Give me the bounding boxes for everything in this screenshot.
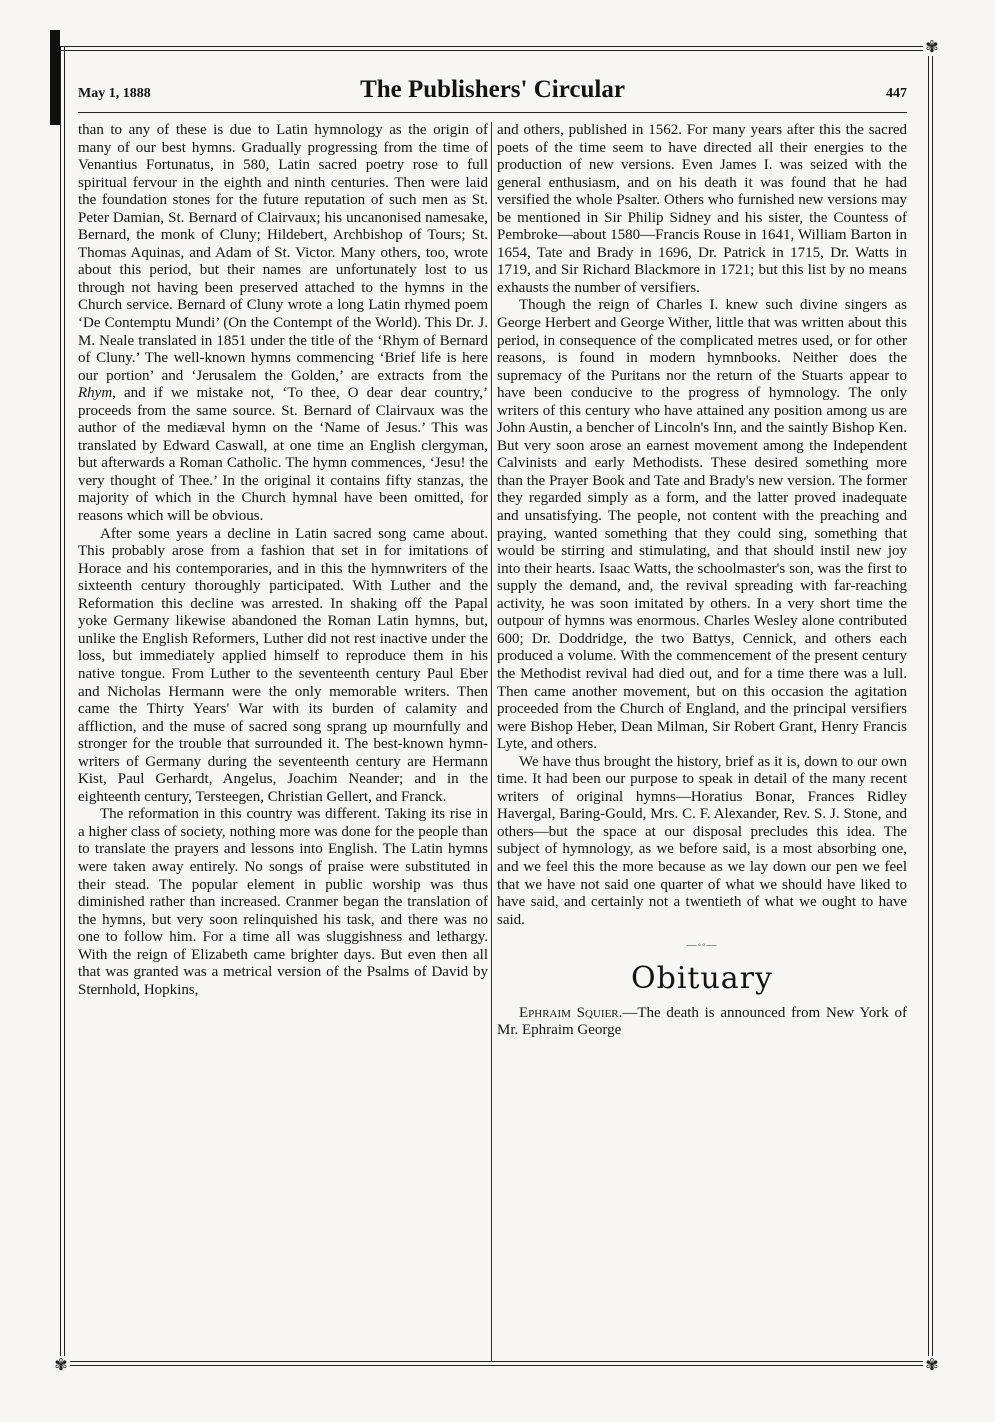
page-border-bottom — [60, 1361, 933, 1366]
paragraph: than to any of these is due to Latin hymnology as the origin of many of our best hymns. Gradually progressing from the time of Venantius Fortunatus, in 580, Latin sacred poetry rose to full spiritual fervour in the eighth and ninth centuries. Then were laid the foundation stones for the future reputation of such men as St. Peter Damian, St. Bernard of Clairvaux; his uncanonised namesake, Bernard, the monk of Cluny; Hildebert, Archbishop of Tours; St. Thomas Aquinas, and Adam of St. Victor. Many others, too, wrote about this period, but their names are unfortunately lost to us through not having been preserved attached to the hymns in the Church service. Bernard of Cluny wrote a long Latin rhymed poem ‘De Contemptu Mundi’ (On the Contempt of the World). This Dr. J. M. Neale translated in 1851 under the title of the ‘Rhym of Bernard of Cluny.’ The well-known hymns commencing ‘Brief life is here our portion’ and ‘Jerusalem the Golden,’ are extracts from the Rhym, and if we mistake not, ‘To thee, O dear dear country,’ proceeds from the same source. St. Bernard of Clairvaux was the author of the mediæval hymn on the ‘Name of Jesus.’ This was translated by Edward Caswall, at one time an English clergyman, but afterwards a Roman Catholic. The hymn commences, ‘Jesu! the very thought of Thee.’ In the original it contains fifty stanzas, the majority of which in the Church hymnal have been omitted, for reasons which will be obvious. — [78, 122, 488, 525]
binding-spine — [50, 30, 60, 125]
paragraph: After some years a decline in Latin sacred song came about. This probably arose from a fashion that set in for imitations of Horace and his contemporaries, and in this the hymnwriters of the sixteenth century thoroughly participated. With Luther and the Reformation this decline was arrested. In shaking off the Papal yoke Germany likewise abandoned the Roman Latin hymns, but, unlike the English Reformers, Luther did not rest inactive under the loss, but immediately applied himself to reproduce them in his native tongue. From Luther to the seventeenth century Paul Eber and Nicholas Hermann were the only memorable writers. Then came the Thirty Years' War with its burden of calamity and affliction, and the muse of sacred song sprang up mournfully and stronger for the trouble that surrounded it. The best-known hymn-writers of Germany during the seventeenth century are Hermann Kist, Paul Gerhardt, Angelus, Joachim Neander; and in the eighteenth century, Tersteegen, Christian Gellert, and Franck. — [78, 525, 488, 805]
paragraph: The reformation in this country was different. Taking its rise in a higher class of society, nothing more was done for the people than to translate the prayers and lessons into English. The Latin hymns were taken away entirely. No songs of praise were substituted in their stead. The popular element in public worship was thus diminished rather than increased. Cranmer began the translation of the hymns, but very soon relinquished his task, and there was no one to follow him. For a time all was sluggishness and lethargy. With the reign of Elizabeth came brighter days. But even then all that was granted was a metrical version of the Psalms of David by Sternhold, Hopkins, — [78, 806, 488, 998]
running-header — [78, 76, 907, 113]
corner-ornament-icon: ✾ — [923, 38, 941, 56]
obituary-name: Ephraim Squier. — [519, 1004, 623, 1021]
right-column — [497, 122, 907, 1040]
page-border-left — [60, 46, 65, 1366]
italic-title: Rhym — [78, 385, 113, 402]
publication-title: The Publishers' Circular — [360, 76, 625, 103]
obituary-heading: Obituary — [631, 960, 773, 996]
section-divider: —◦◦— — [686, 940, 718, 952]
page-border-top — [60, 46, 933, 51]
column-divider — [491, 122, 492, 1362]
obituary-entry: Ephraim Squier.—The death is announced from New York of Mr. Ephraim George — [497, 1004, 907, 1039]
corner-ornament-icon: ✾ — [923, 1356, 941, 1374]
paragraph: We have thus brought the history, brief as it is, down to our own time. It had been our purpose to speak in detail of the many recent writers of original hymns—Horatius Bonar, Frances Ridley Havergal, Baring-Gould, Mrs. C. F. Alexander, Rev. S. J. Stone, and others—but the space at our disposal precludes this idea. The subject of hymnology, as we before said, is a most absorbing one, and we feel this the more because as we lay down our pen we feel that we have not said one quarter of what we should have liked to have said, and certainly not a twentieth of what we ought to have said. — [497, 753, 907, 928]
paragraph: and others, published in 1562. For many years after this the sacred poets of the time seem to have directed all their energies to the production of new versions. Even James I. was seized with the general enthusiasm, and on his death it was found that he had versified the whole Psalter. Others who furnished new versions may be mentioned in Sir Philip Sidney and his sister, the Countess of Pembroke—about 1580—Francis Rouse in 1641, William Barton in 1654, Tate and Brady in 1696, Dr. Patrick in 1715, Dr. Watts in 1719, and Sir Richard Blackmore in 1721; but this list by no means exhausts the number of versifiers. — [497, 122, 907, 296]
paragraph: Though the reign of Charles I. knew such divine singers as George Herbert and George Wither, little that was written about this period, in consequence of the complicated metres used, or for other reasons, is found in modern hymnbooks. Neither does the supremacy of the Puritans nor the return of the Stuarts appear to have been conducive to the progress of hymnology. The only writers of this century who have attained any position among us are John Austin, a bencher of Lincoln's Inn, and the saintly Bishop Ken. But very soon arose an earnest movement among the Independent Calvinists and early Methodists. These desired something more than the Prayer Book and Tate and Brady's new version. The former they regarded simply as a form, and the latter proved inadequate and unsatisfying. The people, not content with the preaching and praying, wanted something that they could sing, something that would be stirring and stimulating, and that should instil new joy into their hearts. Isaac Watts, the schoolmaster's son, was the first to supply the demand, and, the revival spreading with far-reaching activity, he was soon imitated by others. In a very short time the outpour of hymns was enormous. Charles Wesley alone contributed 600; Dr. Doddridge, the two Battys, Cennick, and others each produced a volume. With the commencement of the present century the Methodist revival had died out, and for a time there was a lull. Then came another movement, but on this occasion the agitation proceeded from the Church of England, and the principal versifiers were Bishop Heber, Dean Milman, Sir Robert Grant, Henry Francis Lyte, and others. — [497, 297, 907, 753]
left-column — [78, 122, 488, 999]
page-border-right — [928, 46, 933, 1366]
corner-ornament-icon: ✾ — [52, 1356, 70, 1374]
issue-date: May 1, 1888 — [78, 86, 151, 101]
page-number: 447 — [886, 86, 907, 101]
